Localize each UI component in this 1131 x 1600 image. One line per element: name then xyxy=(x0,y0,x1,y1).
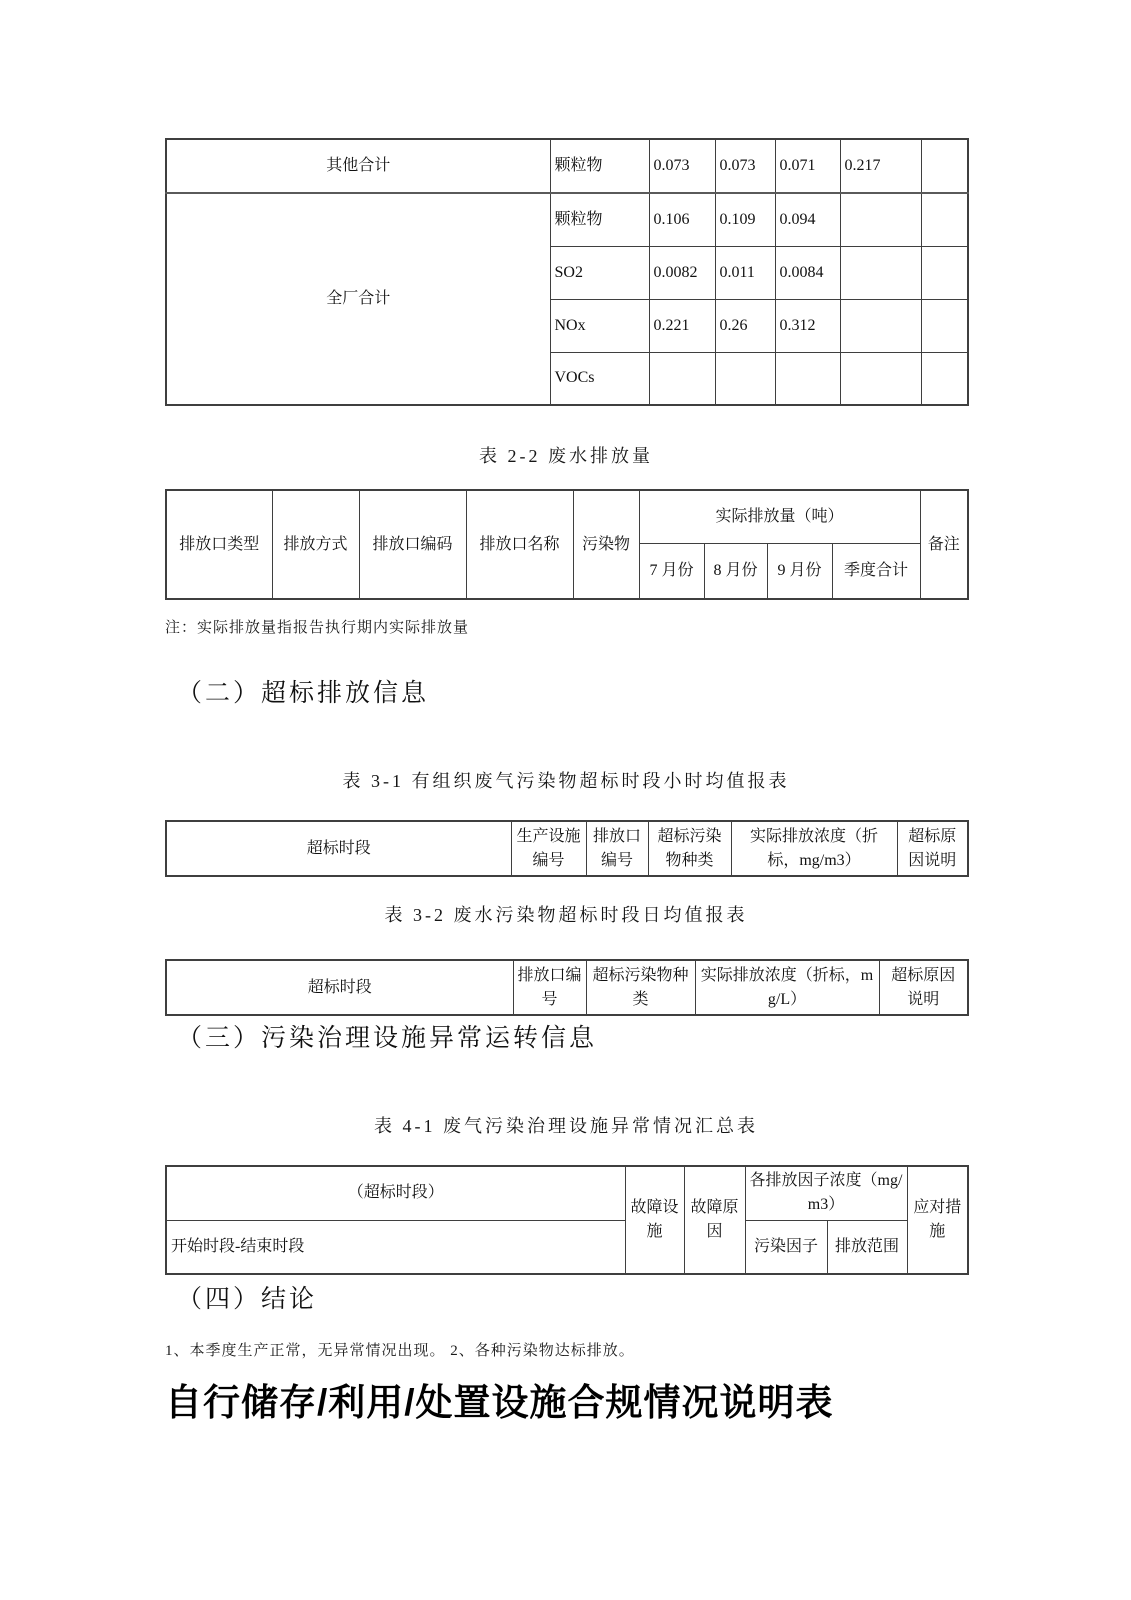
table-cell: 0.221 xyxy=(649,299,715,352)
treatment-abnormal-summary-table xyxy=(165,1165,969,1275)
table-cell: 超标原因说明 xyxy=(897,821,968,876)
table-cell: 污染物 xyxy=(573,490,639,599)
table-cell: 8 月份 xyxy=(704,543,767,599)
table-cell xyxy=(921,246,968,299)
table-cell xyxy=(840,299,921,352)
table-cell: 排放口编码 xyxy=(359,490,466,599)
table-title-2-2: 表 2-2 废水排放量 xyxy=(479,446,653,466)
table-cell: 季度合计 xyxy=(832,543,920,599)
table-cell: 0.312 xyxy=(775,299,840,352)
table-cell: 实际排放浓度（折标，mg/m3） xyxy=(731,821,897,876)
table-cell: 0.106 xyxy=(649,193,715,246)
table-cell: 排放口类型 xyxy=(166,490,272,599)
table-cell: 超标原因说明 xyxy=(879,960,968,1015)
table-cell: 超标时段 xyxy=(166,960,513,1015)
table-cell: 排放方式 xyxy=(272,490,359,599)
note-text: 注：实际排放量指报告执行期内实际排放量 xyxy=(165,620,470,636)
table-cell: 7 月份 xyxy=(639,543,704,599)
table-cell: 超标污染物种类 xyxy=(648,821,731,876)
table-row xyxy=(166,821,968,876)
table-cell: （超标时段） xyxy=(166,1166,625,1220)
table-cell: 污染因子 xyxy=(745,1220,827,1274)
table-cell: 实际排放浓度（折标，mg/L） xyxy=(695,960,879,1015)
table-title-3-1: 表 3-1 有组织废气污染物超标时段小时均值报表 xyxy=(342,771,790,791)
table-cell: 故障设施 xyxy=(625,1166,684,1274)
table-cell: 备注 xyxy=(920,490,968,599)
table-cell: 9 月份 xyxy=(767,543,832,599)
table-cell: NOx xyxy=(550,299,649,352)
table-row xyxy=(166,139,968,193)
storage-disposal-compliance-title: 自行储存/利用/处置设施合规情况说明表 xyxy=(165,1382,834,1423)
table-cell: 生产设施编号 xyxy=(511,821,586,876)
table-title-3-2: 表 3-2 废水污染物超标时段日均值报表 xyxy=(384,905,748,925)
table-cell: 0.094 xyxy=(775,193,840,246)
water-exceedance-daily-table xyxy=(165,959,969,1016)
table-cell xyxy=(921,352,968,405)
section-heading-exceedance: （二）超标排放信息 xyxy=(177,680,430,707)
table-cell xyxy=(840,352,921,405)
section-heading-conclusion: （四）结论 xyxy=(177,1286,318,1313)
table-cell: 0.073 xyxy=(649,139,715,193)
waste-gas-totals-table xyxy=(165,138,969,406)
table-cell: 应对措施 xyxy=(907,1166,968,1274)
table-cell xyxy=(921,193,968,246)
table-cell: 排放口名称 xyxy=(466,490,573,599)
table-cell: 超标时段 xyxy=(166,821,511,876)
table-cell: VOCs xyxy=(550,352,649,405)
table-row xyxy=(166,1220,968,1274)
table-row xyxy=(166,1166,968,1220)
table-cell: 0.217 xyxy=(840,139,921,193)
table-cell: 排放口编号 xyxy=(513,960,586,1015)
table-cell xyxy=(840,193,921,246)
table-cell: 0.073 xyxy=(715,139,775,193)
table-cell: 超标污染物种类 xyxy=(586,960,695,1015)
table-cell xyxy=(775,352,840,405)
table-cell: 颗粒物 xyxy=(550,139,649,193)
table-cell: 实际排放量（吨） xyxy=(639,490,920,543)
section-heading-treatment-abnormal: （三）污染治理设施异常运转信息 xyxy=(177,1025,598,1052)
table-cell: 0.0084 xyxy=(775,246,840,299)
table-cell xyxy=(921,139,968,193)
table-row xyxy=(166,193,968,246)
table-cell: 颗粒物 xyxy=(550,193,649,246)
table-cell xyxy=(840,246,921,299)
wastewater-discharge-table xyxy=(165,489,969,600)
table-row xyxy=(166,490,968,543)
table-cell: 排放范围 xyxy=(827,1220,907,1274)
gas-exceedance-hourly-table xyxy=(165,820,969,877)
page-content xyxy=(165,0,967,1427)
table-cell: 排放口编号 xyxy=(586,821,648,876)
table-cell xyxy=(649,352,715,405)
table-cell: 0.0082 xyxy=(649,246,715,299)
conclusion-text: 1、本季度生产正常，无异常情况出现。 2、各种污染物达标排放。 xyxy=(165,1343,635,1359)
table-cell: 0.26 xyxy=(715,299,775,352)
table-cell: 0.071 xyxy=(775,139,840,193)
table-cell: 开始时段-结束时段 xyxy=(166,1220,625,1274)
table-cell xyxy=(921,299,968,352)
table-cell: 0.109 xyxy=(715,193,775,246)
table-title-4-1: 表 4-1 废气污染治理设施异常情况汇总表 xyxy=(374,1116,758,1136)
table-cell: 0.011 xyxy=(715,246,775,299)
table-cell xyxy=(715,352,775,405)
table-row xyxy=(166,960,968,1015)
table-cell: 全厂合计 xyxy=(166,193,550,405)
table-cell: 其他合计 xyxy=(166,139,550,193)
table-cell: 各排放因子浓度（mg/m3） xyxy=(745,1166,907,1220)
table-cell: 故障原因 xyxy=(684,1166,745,1274)
table-cell: SO2 xyxy=(550,246,649,299)
